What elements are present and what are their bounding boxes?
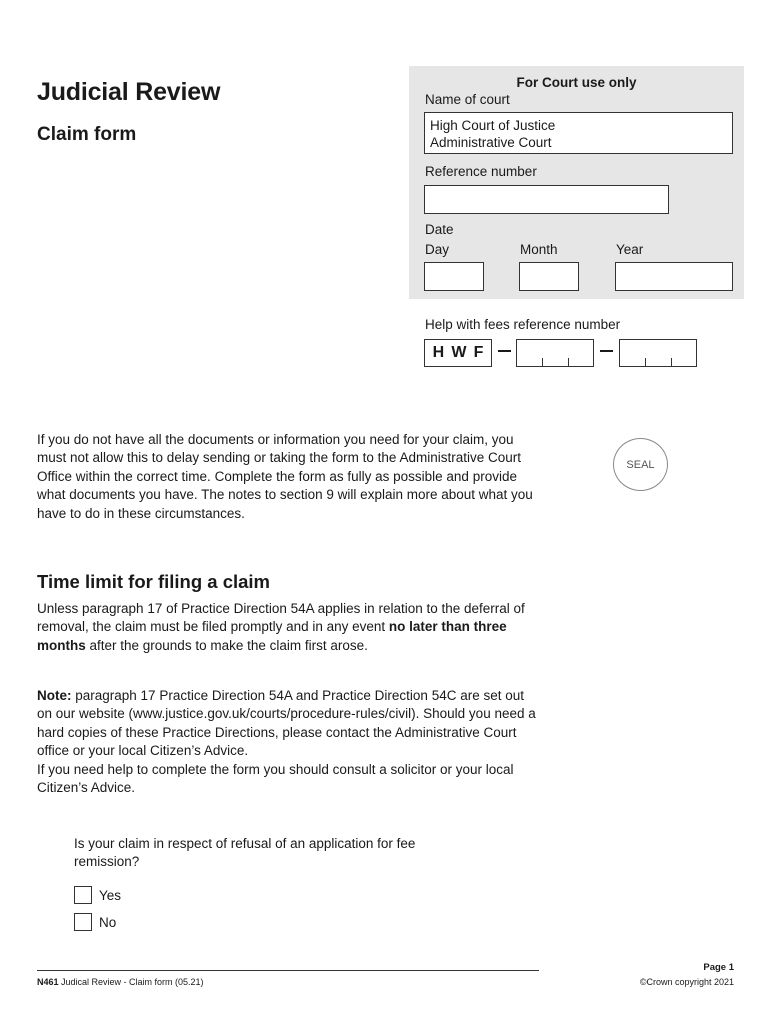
copyright-notice: ©Crown copyright 2021 [639,977,734,987]
day-field[interactable] [424,262,484,291]
time-limit-text-2: after the grounds to make the claim first arose. [85,637,368,653]
court-name-line-2: Administrative Court [430,135,552,150]
footer-form-title: Judical Review - Claim form (05.21) [58,977,204,987]
yes-label: Yes [99,887,122,903]
month-label: Month [520,242,558,257]
form-subtitle: Claim form [37,124,137,145]
time-limit-text-1: Unless paragraph 17 of Practice Direction 54A applies in relation to the deferral of removal, the claim must be filed promptly and in any event [37,601,525,635]
fee-remission-question: Is your claim in respect of refusal of an application for fee remission? [74,836,416,870]
hwf-prefix-w: W [451,344,467,361]
no-label: No [99,914,117,930]
court-use-heading: For Court use only [516,75,637,90]
reference-number-field[interactable] [424,185,669,214]
hwf-prefix-box [424,339,492,367]
hwf-separator-2 [600,350,613,352]
footer-form-id [37,977,204,987]
hwf-tick [671,358,672,366]
court-name-line-1: High Court of Justice [430,118,556,133]
note-label: Note: [37,688,72,703]
month-field[interactable] [519,262,579,291]
hwf-tick [542,358,543,366]
no-checkbox[interactable] [74,913,92,931]
time-limit-paragraph [37,600,542,655]
court-name-label: Name of court [425,92,510,107]
footer-form-code: N461 [37,977,59,987]
hwf-separator-1 [498,350,511,352]
hwf-segment-1-field[interactable] [516,339,594,367]
option-yes[interactable] [74,886,121,904]
hwf-reference-label: Help with fees reference number [425,317,621,332]
year-field[interactable] [615,262,733,291]
seal-stamp-area: SEAL [613,438,668,491]
footer-divider [37,970,539,971]
hwf-tick [568,358,569,366]
court-name-value [430,117,555,151]
option-no[interactable] [74,913,116,931]
hwf-tick [645,358,646,366]
hwf-segment-2-field[interactable] [619,339,697,367]
day-label: Day [425,242,450,257]
court-name-field[interactable] [424,112,733,154]
year-label: Year [616,242,644,257]
hwf-prefix-h: H [432,344,445,361]
hwf-prefix-f: F [473,344,484,361]
intro-paragraph: If you do not have all the documents or information you need for your claim, you must not allow this to delay sending or taking the form to the Administrative Court Office within the correct time. Complete the form as fully as possible and provide what documents you have. The notes to section 9 will explain more about what you have to do in these circumstances. [37,432,533,521]
time-limit-heading: Time limit for filing a claim [37,571,271,592]
page-number: Page 1 [703,962,734,973]
time-limit-emphasis: no later than three months [37,619,507,653]
form-title: Judicial Review [37,78,221,106]
help-text: If you need help to complete the form you should consult a solicitor or your local Citizen’s Advice. [37,761,514,796]
yes-checkbox[interactable] [74,886,92,904]
note-paragraph [37,687,542,797]
date-label: Date [425,222,454,237]
note-text: paragraph 17 Practice Direction 54A and Practice Direction 54C are set out on our website (www.justice.gov.uk/courts/procedure-rules/civil). Should you need a hard copies of these Practice Directions, please contact the Administrative Court office or your local Citizen’s Advice. [37,688,536,759]
court-use-panel [409,66,744,299]
reference-number-label: Reference number [425,164,537,179]
